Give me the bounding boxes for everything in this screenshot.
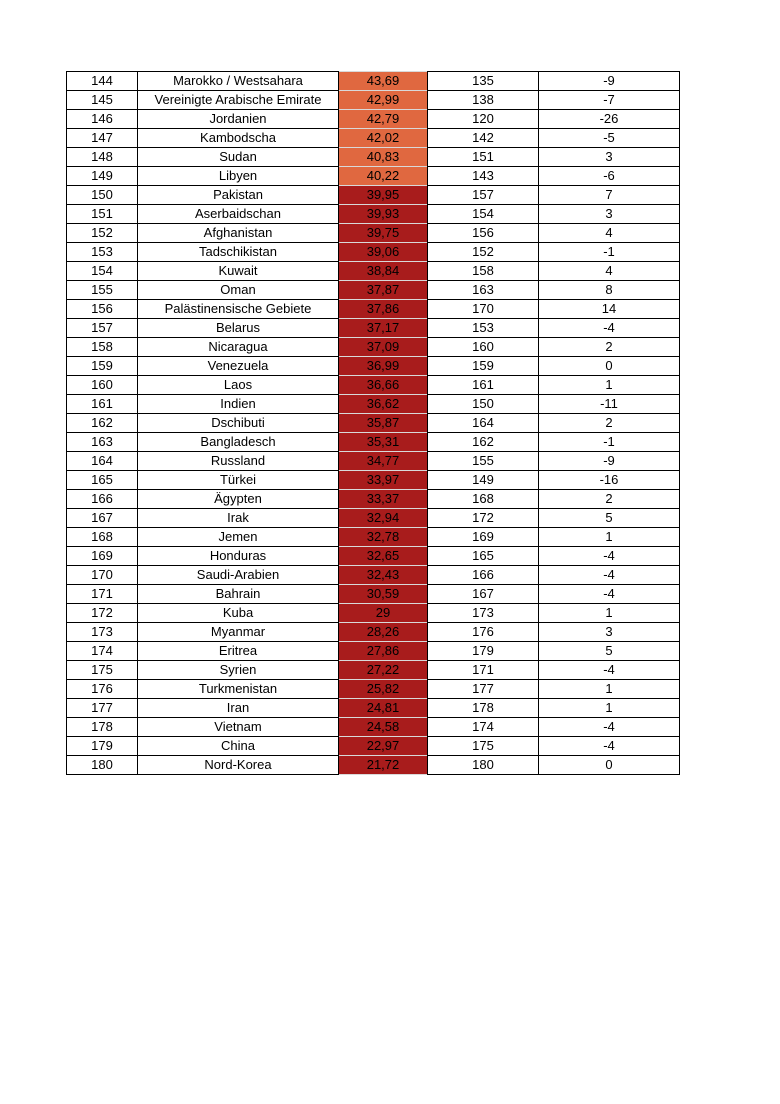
rank-change-cell: -4 (539, 547, 680, 566)
table-row (67, 129, 680, 148)
previous-rank-cell: 164 (428, 414, 539, 433)
table-row (67, 395, 680, 414)
rank-change-cell: 1 (539, 680, 680, 699)
table-row (67, 167, 680, 186)
score-cell: 42,79 (339, 110, 428, 129)
country-cell: Türkei (138, 471, 339, 490)
rank-cell: 146 (67, 110, 138, 129)
rank-change-cell: 5 (539, 642, 680, 661)
rank-cell: 154 (67, 262, 138, 281)
table-row (67, 756, 680, 775)
previous-rank-cell: 159 (428, 357, 539, 376)
score-cell: 36,99 (339, 357, 428, 376)
score-cell: 21,72 (339, 756, 428, 775)
previous-rank-cell: 173 (428, 604, 539, 623)
rank-change-cell: 3 (539, 623, 680, 642)
score-cell: 35,31 (339, 433, 428, 452)
country-cell: Aserbaidschan (138, 205, 339, 224)
score-cell: 37,86 (339, 300, 428, 319)
rank-change-cell: -9 (539, 72, 680, 91)
table-row (67, 699, 680, 718)
previous-rank-cell: 153 (428, 319, 539, 338)
rank-change-cell: -4 (539, 718, 680, 737)
rank-cell: 147 (67, 129, 138, 148)
score-cell: 33,37 (339, 490, 428, 509)
score-cell: 35,87 (339, 414, 428, 433)
score-cell: 37,09 (339, 338, 428, 357)
previous-rank-cell: 150 (428, 395, 539, 414)
table-row (67, 566, 680, 585)
score-cell: 32,78 (339, 528, 428, 547)
rank-change-cell: -4 (539, 737, 680, 756)
rank-change-cell: 2 (539, 338, 680, 357)
score-cell: 39,75 (339, 224, 428, 243)
country-cell: Bangladesch (138, 433, 339, 452)
table-row (67, 72, 680, 91)
country-cell: Turkmenistan (138, 680, 339, 699)
rank-cell: 150 (67, 186, 138, 205)
rank-cell: 151 (67, 205, 138, 224)
country-cell: Belarus (138, 319, 339, 338)
country-cell: Marokko / Westsahara (138, 72, 339, 91)
rank-change-cell: 14 (539, 300, 680, 319)
previous-rank-cell: 169 (428, 528, 539, 547)
score-cell: 32,65 (339, 547, 428, 566)
score-cell: 42,99 (339, 91, 428, 110)
country-cell: Dschibuti (138, 414, 339, 433)
press-freedom-ranking-table (66, 71, 680, 775)
previous-rank-cell: 175 (428, 737, 539, 756)
rank-cell: 163 (67, 433, 138, 452)
previous-rank-cell: 157 (428, 186, 539, 205)
previous-rank-cell: 168 (428, 490, 539, 509)
country-cell: Irak (138, 509, 339, 528)
previous-rank-cell: 160 (428, 338, 539, 357)
country-cell: Russland (138, 452, 339, 471)
rank-cell: 167 (67, 509, 138, 528)
rank-change-cell: -6 (539, 167, 680, 186)
rank-cell: 169 (67, 547, 138, 566)
score-cell: 32,94 (339, 509, 428, 528)
previous-rank-cell: 177 (428, 680, 539, 699)
table-row (67, 224, 680, 243)
score-cell: 32,43 (339, 566, 428, 585)
country-cell: Jordanien (138, 110, 339, 129)
score-cell: 22,97 (339, 737, 428, 756)
score-cell: 37,17 (339, 319, 428, 338)
rank-change-cell: 3 (539, 148, 680, 167)
table-row (67, 547, 680, 566)
rank-change-cell: 3 (539, 205, 680, 224)
rank-cell: 145 (67, 91, 138, 110)
country-cell: Kambodscha (138, 129, 339, 148)
table-row (67, 680, 680, 699)
previous-rank-cell: 167 (428, 585, 539, 604)
rank-change-cell: -7 (539, 91, 680, 110)
rank-cell: 178 (67, 718, 138, 737)
rank-cell: 148 (67, 148, 138, 167)
previous-rank-cell: 172 (428, 509, 539, 528)
score-cell: 36,66 (339, 376, 428, 395)
rank-cell: 166 (67, 490, 138, 509)
previous-rank-cell: 178 (428, 699, 539, 718)
previous-rank-cell: 180 (428, 756, 539, 775)
country-cell: Nord-Korea (138, 756, 339, 775)
previous-rank-cell: 162 (428, 433, 539, 452)
table-row (67, 186, 680, 205)
previous-rank-cell: 120 (428, 110, 539, 129)
rank-cell: 176 (67, 680, 138, 699)
score-cell: 29 (339, 604, 428, 623)
score-cell: 27,22 (339, 661, 428, 680)
rank-change-cell: 2 (539, 490, 680, 509)
country-cell: Libyen (138, 167, 339, 186)
table-row (67, 110, 680, 129)
rank-cell: 175 (67, 661, 138, 680)
table-row (67, 357, 680, 376)
previous-rank-cell: 166 (428, 566, 539, 585)
country-cell: Sudan (138, 148, 339, 167)
table-row (67, 737, 680, 756)
rank-cell: 160 (67, 376, 138, 395)
score-cell: 40,22 (339, 167, 428, 186)
previous-rank-cell: 155 (428, 452, 539, 471)
country-cell: Afghanistan (138, 224, 339, 243)
previous-rank-cell: 143 (428, 167, 539, 186)
previous-rank-cell: 176 (428, 623, 539, 642)
score-cell: 37,87 (339, 281, 428, 300)
rank-cell: 159 (67, 357, 138, 376)
previous-rank-cell: 152 (428, 243, 539, 262)
country-cell: Honduras (138, 547, 339, 566)
score-cell: 30,59 (339, 585, 428, 604)
score-cell: 40,83 (339, 148, 428, 167)
country-cell: Tadschikistan (138, 243, 339, 262)
score-cell: 42,02 (339, 129, 428, 148)
table-row (67, 300, 680, 319)
rank-change-cell: 5 (539, 509, 680, 528)
country-cell: Kuwait (138, 262, 339, 281)
rank-cell: 170 (67, 566, 138, 585)
ranking-table-body (67, 72, 680, 775)
rank-cell: 144 (67, 72, 138, 91)
table-row (67, 281, 680, 300)
table-row (67, 509, 680, 528)
rank-change-cell: -4 (539, 661, 680, 680)
rank-change-cell: 1 (539, 699, 680, 718)
rank-change-cell: 0 (539, 357, 680, 376)
table-row (67, 718, 680, 737)
country-cell: Venezuela (138, 357, 339, 376)
previous-rank-cell: 142 (428, 129, 539, 148)
rank-change-cell: 8 (539, 281, 680, 300)
table-row (67, 243, 680, 262)
previous-rank-cell: 161 (428, 376, 539, 395)
rank-cell: 152 (67, 224, 138, 243)
rank-change-cell: 1 (539, 376, 680, 395)
country-cell: Nicaragua (138, 338, 339, 357)
country-cell: Vietnam (138, 718, 339, 737)
table-row (67, 205, 680, 224)
table-row (67, 471, 680, 490)
previous-rank-cell: 149 (428, 471, 539, 490)
rank-change-cell: 1 (539, 604, 680, 623)
country-cell: Kuba (138, 604, 339, 623)
rank-cell: 171 (67, 585, 138, 604)
rank-change-cell: 4 (539, 224, 680, 243)
previous-rank-cell: 174 (428, 718, 539, 737)
previous-rank-cell: 170 (428, 300, 539, 319)
rank-cell: 179 (67, 737, 138, 756)
rank-change-cell: -16 (539, 471, 680, 490)
rank-cell: 157 (67, 319, 138, 338)
country-cell: Eritrea (138, 642, 339, 661)
score-cell: 39,95 (339, 186, 428, 205)
table-row (67, 623, 680, 642)
country-cell: Indien (138, 395, 339, 414)
table-row (67, 452, 680, 471)
rank-cell: 172 (67, 604, 138, 623)
score-cell: 36,62 (339, 395, 428, 414)
country-cell: Iran (138, 699, 339, 718)
rank-cell: 174 (67, 642, 138, 661)
score-cell: 24,58 (339, 718, 428, 737)
rank-change-cell: -26 (539, 110, 680, 129)
country-cell: Myanmar (138, 623, 339, 642)
score-cell: 39,06 (339, 243, 428, 262)
rank-cell: 153 (67, 243, 138, 262)
rank-change-cell: -1 (539, 433, 680, 452)
rank-change-cell: 4 (539, 262, 680, 281)
table-row (67, 642, 680, 661)
country-cell: Syrien (138, 661, 339, 680)
rank-change-cell: -11 (539, 395, 680, 414)
rank-cell: 149 (67, 167, 138, 186)
table-row (67, 91, 680, 110)
rank-cell: 155 (67, 281, 138, 300)
previous-rank-cell: 156 (428, 224, 539, 243)
rank-cell: 165 (67, 471, 138, 490)
country-cell: Jemen (138, 528, 339, 547)
rank-cell: 156 (67, 300, 138, 319)
table-row (67, 585, 680, 604)
table-row (67, 528, 680, 547)
rank-change-cell: -9 (539, 452, 680, 471)
rank-cell: 161 (67, 395, 138, 414)
table-row (67, 376, 680, 395)
previous-rank-cell: 151 (428, 148, 539, 167)
previous-rank-cell: 158 (428, 262, 539, 281)
country-cell: Saudi-Arabien (138, 566, 339, 585)
rank-change-cell: -4 (539, 585, 680, 604)
country-cell: Pakistan (138, 186, 339, 205)
country-cell: Palästinensische Gebiete (138, 300, 339, 319)
rank-cell: 164 (67, 452, 138, 471)
rank-cell: 173 (67, 623, 138, 642)
score-cell: 33,97 (339, 471, 428, 490)
score-cell: 28,26 (339, 623, 428, 642)
country-cell: Bahrain (138, 585, 339, 604)
previous-rank-cell: 154 (428, 205, 539, 224)
score-cell: 25,82 (339, 680, 428, 699)
rank-change-cell: -4 (539, 566, 680, 585)
table-row (67, 604, 680, 623)
score-cell: 38,84 (339, 262, 428, 281)
rank-change-cell: 2 (539, 414, 680, 433)
score-cell: 43,69 (339, 72, 428, 91)
rank-change-cell: -1 (539, 243, 680, 262)
rank-cell: 177 (67, 699, 138, 718)
table-row (67, 661, 680, 680)
previous-rank-cell: 135 (428, 72, 539, 91)
rank-change-cell: -4 (539, 319, 680, 338)
previous-rank-cell: 138 (428, 91, 539, 110)
table-row (67, 148, 680, 167)
rank-cell: 162 (67, 414, 138, 433)
rank-change-cell: 0 (539, 756, 680, 775)
score-cell: 24,81 (339, 699, 428, 718)
rank-change-cell: -5 (539, 129, 680, 148)
previous-rank-cell: 163 (428, 281, 539, 300)
score-cell: 39,93 (339, 205, 428, 224)
rank-change-cell: 1 (539, 528, 680, 547)
country-cell: Ägypten (138, 490, 339, 509)
table-row (67, 490, 680, 509)
country-cell: Vereinigte Arabische Emirate (138, 91, 339, 110)
score-cell: 34,77 (339, 452, 428, 471)
country-cell: Oman (138, 281, 339, 300)
table-row (67, 319, 680, 338)
table-row (67, 262, 680, 281)
previous-rank-cell: 179 (428, 642, 539, 661)
table-row (67, 414, 680, 433)
previous-rank-cell: 171 (428, 661, 539, 680)
rank-cell: 168 (67, 528, 138, 547)
score-cell: 27,86 (339, 642, 428, 661)
previous-rank-cell: 165 (428, 547, 539, 566)
rank-cell: 158 (67, 338, 138, 357)
country-cell: Laos (138, 376, 339, 395)
rank-cell: 180 (67, 756, 138, 775)
rank-change-cell: 7 (539, 186, 680, 205)
country-cell: China (138, 737, 339, 756)
table-row (67, 338, 680, 357)
table-row (67, 433, 680, 452)
